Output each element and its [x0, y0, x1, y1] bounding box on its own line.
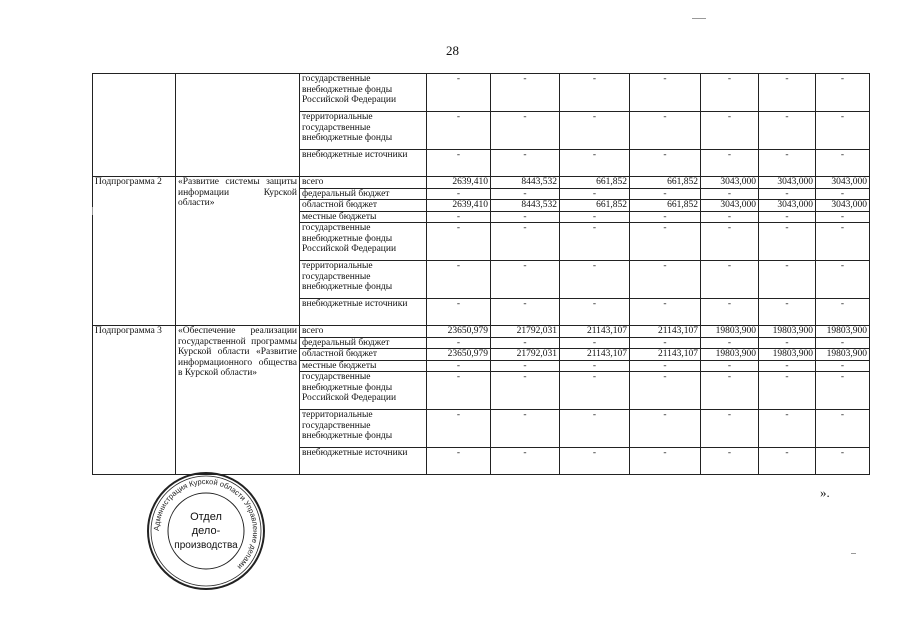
subprogram-label-cell: Подпрограмма 3 — [93, 326, 176, 475]
value-cell: - — [491, 150, 560, 177]
value-cell: - — [427, 448, 491, 475]
stamp-line-3: производства — [174, 540, 238, 551]
value-cell: - — [560, 223, 630, 261]
value-cell: - — [816, 372, 870, 410]
value-cell: - — [560, 299, 630, 326]
table-row — [93, 326, 870, 338]
value-cell: - — [491, 372, 560, 410]
scan-mark — [92, 207, 93, 215]
value-cell: - — [701, 188, 759, 200]
funding-source-cell: областной бюджет — [300, 349, 427, 361]
value-cell: - — [491, 448, 560, 475]
funding-source-cell: внебюджетные источники — [300, 150, 427, 177]
funding-source-cell: государственные внебюджетные фонды Российской Федерации — [300, 372, 427, 410]
value-cell: - — [491, 410, 560, 448]
value-cell: - — [701, 372, 759, 410]
continued-description-cell — [176, 74, 300, 177]
value-cell: - — [759, 112, 816, 150]
subprogram-label-cell: Подпрограмма 2 — [93, 177, 176, 326]
value-cell: 23650,979 — [427, 349, 491, 361]
value-cell: - — [701, 211, 759, 223]
value-cell: - — [630, 410, 701, 448]
funding-source-cell: территориальные государственные внебюджетные фонды — [300, 410, 427, 448]
value-cell: - — [759, 223, 816, 261]
value-cell: - — [630, 337, 701, 349]
value-cell: - — [701, 360, 759, 372]
value-cell: - — [630, 112, 701, 150]
value-cell: - — [701, 74, 759, 112]
subprogram-description-cell: «Развитие системы защиты информации Курской области» — [176, 177, 300, 326]
value-cell: - — [427, 261, 491, 299]
table-row — [93, 177, 870, 189]
value-cell: - — [427, 211, 491, 223]
scan-mark — [692, 18, 706, 19]
value-cell: 3043,000 — [759, 200, 816, 212]
value-cell: - — [630, 372, 701, 410]
value-cell: - — [491, 360, 560, 372]
value-cell: - — [630, 150, 701, 177]
value-cell: - — [560, 211, 630, 223]
value-cell: 19803,900 — [759, 349, 816, 361]
value-cell: - — [759, 261, 816, 299]
funding-source-cell: всего — [300, 177, 427, 189]
value-cell: 21143,107 — [630, 349, 701, 361]
value-cell: 19803,900 — [759, 326, 816, 338]
value-cell: 23650,979 — [427, 326, 491, 338]
value-cell: - — [759, 410, 816, 448]
value-cell: - — [701, 448, 759, 475]
value-cell: 19803,900 — [816, 349, 870, 361]
value-cell: - — [701, 261, 759, 299]
value-cell: - — [427, 188, 491, 200]
value-cell: 8443,532 — [491, 177, 560, 189]
scan-mark — [851, 553, 856, 554]
value-cell: - — [816, 74, 870, 112]
funding-source-cell: внебюджетные источники — [300, 448, 427, 475]
value-cell: - — [630, 211, 701, 223]
value-cell: - — [427, 372, 491, 410]
value-cell: - — [630, 188, 701, 200]
value-cell: - — [759, 337, 816, 349]
value-cell: - — [560, 261, 630, 299]
value-cell: 21143,107 — [560, 349, 630, 361]
funding-source-cell: местные бюджеты — [300, 360, 427, 372]
value-cell: - — [560, 448, 630, 475]
value-cell: 2639,410 — [427, 177, 491, 189]
value-cell: - — [701, 223, 759, 261]
value-cell: - — [427, 337, 491, 349]
value-cell: 3043,000 — [701, 177, 759, 189]
value-cell: - — [759, 74, 816, 112]
value-cell: 8443,532 — [491, 200, 560, 212]
table-row — [93, 74, 870, 112]
value-cell: 661,852 — [630, 177, 701, 189]
funding-source-cell: местные бюджеты — [300, 211, 427, 223]
value-cell: 21143,107 — [630, 326, 701, 338]
value-cell: 21792,031 — [491, 349, 560, 361]
value-cell: - — [816, 448, 870, 475]
value-cell: - — [630, 299, 701, 326]
value-cell: 2639,410 — [427, 200, 491, 212]
value-cell: - — [491, 188, 560, 200]
value-cell: - — [816, 410, 870, 448]
stamp-ring-text: Администрация Курской области Управление делами — [151, 476, 261, 572]
value-cell: - — [427, 74, 491, 112]
value-cell: - — [427, 410, 491, 448]
funding-source-cell: внебюджетные источники — [300, 299, 427, 326]
value-cell: 661,852 — [560, 200, 630, 212]
value-cell: - — [560, 150, 630, 177]
value-cell: - — [816, 261, 870, 299]
value-cell: - — [816, 211, 870, 223]
value-cell: - — [491, 223, 560, 261]
value-cell: - — [427, 360, 491, 372]
value-cell: - — [560, 372, 630, 410]
value-cell: 21143,107 — [560, 326, 630, 338]
value-cell: - — [816, 360, 870, 372]
value-cell: - — [491, 211, 560, 223]
continued-program-cell — [93, 74, 176, 177]
value-cell: - — [630, 360, 701, 372]
value-cell: - — [560, 188, 630, 200]
value-cell: - — [427, 299, 491, 326]
value-cell: 19803,900 — [701, 349, 759, 361]
value-cell: - — [427, 150, 491, 177]
value-cell: - — [491, 299, 560, 326]
value-cell: - — [816, 150, 870, 177]
department-stamp — [145, 470, 267, 592]
value-cell: - — [759, 299, 816, 326]
value-cell: 19803,900 — [701, 326, 759, 338]
funding-source-cell: областной бюджет — [300, 200, 427, 212]
value-cell: 19803,900 — [816, 326, 870, 338]
funding-source-cell: федеральный бюджет — [300, 337, 427, 349]
stamp-line-1: Отдел — [190, 511, 222, 523]
value-cell: - — [630, 74, 701, 112]
value-cell: 661,852 — [560, 177, 630, 189]
value-cell: 661,852 — [630, 200, 701, 212]
funding-source-cell: всего — [300, 326, 427, 338]
value-cell: 3043,000 — [816, 177, 870, 189]
funding-source-cell: территориальные государственные внебюджетные фонды — [300, 261, 427, 299]
value-cell: - — [630, 448, 701, 475]
value-cell: - — [630, 261, 701, 299]
value-cell: 3043,000 — [759, 177, 816, 189]
value-cell: - — [701, 299, 759, 326]
value-cell: - — [701, 337, 759, 349]
table-body — [93, 74, 870, 475]
value-cell: - — [427, 112, 491, 150]
funding-source-cell: федеральный бюджет — [300, 188, 427, 200]
funding-source-cell: территориальные государственные внебюджетные фонды — [300, 112, 427, 150]
value-cell: - — [759, 372, 816, 410]
budget-table — [92, 73, 870, 475]
value-cell: - — [630, 223, 701, 261]
value-cell: - — [701, 410, 759, 448]
funding-source-cell: государственные внебюджетные фонды Российской Федерации — [300, 74, 427, 112]
value-cell: - — [759, 360, 816, 372]
value-cell: - — [816, 299, 870, 326]
value-cell: 3043,000 — [701, 200, 759, 212]
value-cell: - — [491, 261, 560, 299]
value-cell: - — [816, 337, 870, 349]
value-cell: - — [701, 150, 759, 177]
value-cell: - — [491, 112, 560, 150]
closing-quote-mark: ». — [820, 485, 830, 500]
value-cell: 3043,000 — [816, 200, 870, 212]
value-cell: - — [759, 150, 816, 177]
value-cell: - — [560, 360, 630, 372]
value-cell: - — [759, 188, 816, 200]
value-cell: - — [816, 112, 870, 150]
value-cell: - — [491, 337, 560, 349]
subprogram-description-cell: «Обеспечение реализации государственной программы Курской области «Развитие информационного общества в Курской области» — [176, 326, 300, 475]
value-cell: - — [560, 337, 630, 349]
value-cell: - — [701, 112, 759, 150]
value-cell: - — [759, 448, 816, 475]
stamp-line-2: дело- — [191, 525, 221, 537]
page-number: 28 — [446, 43, 459, 58]
value-cell: - — [560, 74, 630, 112]
value-cell: - — [560, 112, 630, 150]
value-cell: 21792,031 — [491, 326, 560, 338]
value-cell: - — [816, 223, 870, 261]
value-cell: - — [816, 188, 870, 200]
funding-source-cell: государственные внебюджетные фонды Российской Федерации — [300, 223, 427, 261]
value-cell: - — [560, 410, 630, 448]
value-cell: - — [427, 223, 491, 261]
value-cell: - — [491, 74, 560, 112]
value-cell: - — [759, 211, 816, 223]
